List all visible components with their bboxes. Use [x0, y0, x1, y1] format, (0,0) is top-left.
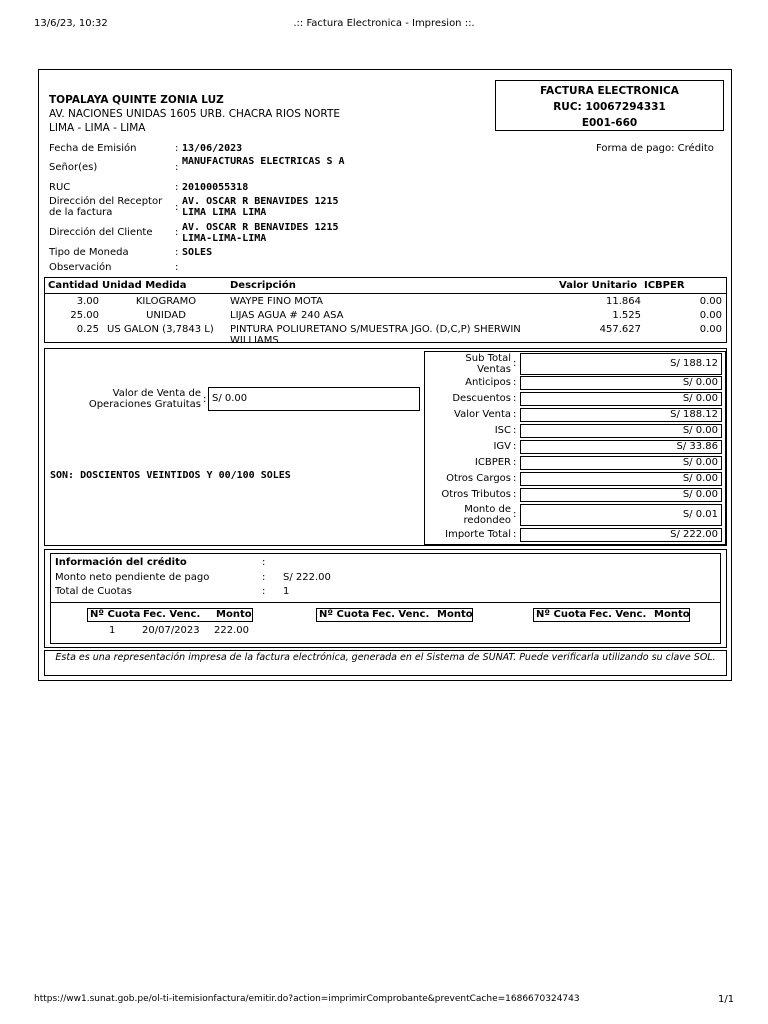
- print-page-number: 1/1: [718, 994, 735, 1005]
- row-unidad: KILOGRAMO: [135, 296, 197, 307]
- totals-label: ISC: [494, 425, 511, 436]
- dir-cliente-city: LIMA-LIMA-LIMA: [182, 233, 267, 244]
- gratuitas-value-box: [208, 387, 420, 411]
- cuota-col-monto: Monto: [216, 609, 252, 620]
- totals-colon: :: [513, 409, 517, 420]
- footer-note: Esta es una representación impresa de la factura electrónica, generada en el Sistema de SUNAT. Puede verificarla utilizando su clave SOL.: [55, 652, 716, 663]
- row-valor: 457.627: [599, 324, 641, 335]
- cuota-row-fecha: 20/07/2023: [142, 625, 200, 636]
- totals-colon: :: [513, 358, 517, 369]
- totals-colon: :: [513, 377, 517, 388]
- totals-label: Monto de: [464, 504, 511, 515]
- totals-row: [425, 353, 725, 375]
- credit-monto-value: S/ 222.00: [283, 572, 331, 583]
- totals-row: [425, 456, 725, 470]
- totals-label: Sub Total: [465, 353, 511, 364]
- credit-cuotas-colon: :: [262, 586, 266, 597]
- row-descripcion-2: WILLIAMS: [230, 335, 279, 346]
- totals-row: [425, 424, 725, 438]
- cuota-header-3: [533, 608, 690, 622]
- row-cantidad: 25.00: [70, 310, 99, 321]
- col-cantidad: Cantidad: [48, 280, 99, 291]
- moneda-value: SOLES: [182, 247, 213, 258]
- credit-monto-label: Monto neto pendiente de pago: [55, 572, 210, 583]
- totals-colon: :: [513, 425, 517, 436]
- credit-section: [44, 549, 727, 648]
- cuota-col-num: Nº Cuota: [90, 609, 141, 620]
- dir-cliente-label: Dirección del Cliente: [49, 227, 153, 238]
- totals-value-box: [520, 353, 722, 375]
- dir-receptor-label: Dirección del Receptor: [49, 196, 163, 207]
- row-descripcion: PINTURA POLIURETANO S/MUESTRA JGO. (D,C,P) SHERWIN: [230, 324, 521, 335]
- row-descripcion: LIJAS AGUA # 240 ASA: [230, 310, 344, 321]
- row-cantidad: 0.25: [76, 324, 99, 335]
- row-valor: 1.525: [612, 310, 641, 321]
- totals-row: [425, 408, 725, 422]
- cuota-col-num: Nº Cuota: [536, 609, 587, 620]
- moneda-label: Tipo de Moneda: [49, 247, 129, 258]
- dir-receptor-value: AV. OSCAR R BENAVIDES 1215: [182, 196, 339, 207]
- totals-colon: :: [513, 457, 517, 468]
- credit-title-colon: :: [262, 557, 266, 568]
- cuota-row-monto: 222.00: [214, 625, 249, 636]
- fecha-label: Fecha de Emisión: [49, 143, 137, 154]
- cuota-col-fecha: Fec. Venc.: [143, 609, 201, 620]
- credit-title: Información del crédito: [55, 557, 187, 568]
- senor-colon: :: [175, 162, 179, 173]
- col-unidad: Unidad Medida: [102, 280, 187, 291]
- totals-row: [425, 504, 725, 526]
- cuota-col-monto: Monto: [437, 609, 473, 620]
- dir-receptor-city: LIMA LIMA LIMA: [182, 207, 267, 218]
- fecha-value: 13/06/2023: [182, 143, 243, 154]
- totals-value: S/ 0.00: [682, 489, 718, 500]
- totals-value-box: [520, 424, 722, 438]
- totals-value-box: [520, 528, 722, 542]
- row-icbper: 0.00: [699, 310, 722, 321]
- totals-value: S/ 0.00: [682, 393, 718, 404]
- items-header-divider: [45, 293, 726, 294]
- totals-value: S/ 33.86: [676, 441, 718, 452]
- cuota-header-2: [316, 608, 473, 622]
- totals-label: Otros Tributos: [441, 489, 511, 500]
- totals-colon: :: [513, 509, 517, 520]
- totals-value: S/ 0.00: [682, 457, 718, 468]
- issuer-address: AV. NACIONES UNIDAS 1605 URB. CHACRA RIOS NORTE: [49, 108, 341, 120]
- totals-label: Otros Cargos: [446, 473, 511, 484]
- row-unidad: UNIDAD: [146, 310, 186, 321]
- moneda-colon: :: [175, 247, 179, 258]
- totals-label: Descuentos: [452, 393, 511, 404]
- doc-type-box: [495, 80, 724, 131]
- totals-value: S/ 188.12: [670, 358, 718, 369]
- cuota-row-num: 1: [109, 625, 116, 636]
- credit-divider: [51, 602, 720, 603]
- totals-label: Importe Total: [445, 529, 511, 540]
- totals-value: S/ 188.12: [670, 409, 718, 420]
- totals-label: Anticipos: [465, 377, 511, 388]
- ruc-label: RUC: [49, 182, 71, 193]
- dir-cliente-value: AV. OSCAR R BENAVIDES 1215: [182, 222, 339, 233]
- dir-receptor-label-2: de la factura: [49, 207, 113, 218]
- senor-value: MANUFACTURAS ELECTRICAS S A: [182, 156, 345, 167]
- cuota-col-monto: Monto: [654, 609, 690, 620]
- son-amount-words: SON: DOSCIENTOS VEINTIDOS Y 00/100 SOLES: [50, 470, 291, 481]
- print-datetime: 13/6/23, 10:32: [34, 18, 108, 29]
- totals-value-box: [520, 472, 722, 486]
- row-descripcion: WAYPE FINO MOTA: [230, 296, 323, 307]
- forma-pago: Forma de pago: Crédito: [596, 143, 714, 154]
- totals-value-box: [520, 408, 722, 422]
- print-title: .:: Factura Electronica - Impresion ::.: [293, 18, 475, 29]
- ruc-colon: :: [175, 182, 179, 193]
- issuer-city: LIMA - LIMA - LIMA: [49, 122, 146, 134]
- observacion-label: Observación: [49, 262, 112, 273]
- totals-value: S/ 0.00: [682, 473, 718, 484]
- totals-value-box: [520, 456, 722, 470]
- totals-label: Valor Venta: [454, 409, 511, 420]
- totals-colon: :: [513, 489, 517, 500]
- issuer-name: TOPALAYA QUINTE ZONIA LUZ: [49, 94, 224, 106]
- credit-monto-colon: :: [262, 572, 266, 583]
- cuota-col-num: Nº Cuota: [319, 609, 370, 620]
- totals-label-2: redondeo: [463, 515, 511, 526]
- totals-value: S/ 222.00: [670, 529, 718, 540]
- col-icbper: ICBPER: [644, 280, 685, 291]
- totals-label: ICBPER: [474, 457, 511, 468]
- doc-number: E001-660: [581, 117, 638, 129]
- dir-receptor-colon: :: [175, 202, 179, 213]
- totals-value: S/ 0.00: [682, 425, 718, 436]
- totals-row: [425, 528, 725, 542]
- totals-row: [425, 392, 725, 406]
- senor-label: Señor(es): [49, 162, 98, 173]
- cuota-col-fecha: Fec. Venc.: [372, 609, 430, 620]
- row-unidad: US GALON (3,7843 L): [107, 324, 214, 335]
- doc-ruc: RUC: 10067294331: [553, 101, 666, 113]
- col-valor-unitario: Valor Unitario: [559, 280, 638, 291]
- totals-value-box: [520, 504, 722, 526]
- cuota-col-fecha: Fec. Venc.: [589, 609, 647, 620]
- row-icbper: 0.00: [699, 296, 722, 307]
- credit-cuotas-label: Total de Cuotas: [55, 586, 132, 597]
- col-descripcion: Descripción: [230, 280, 296, 291]
- totals-row: [425, 472, 725, 486]
- totals-value-box: [520, 376, 722, 390]
- totals-row: [425, 440, 725, 454]
- fecha-colon: :: [175, 143, 179, 154]
- row-valor: 11.864: [606, 296, 641, 307]
- invoice-frame: [38, 69, 732, 681]
- totals-colon: :: [513, 441, 517, 452]
- totals-label-2: Ventas: [477, 364, 511, 375]
- credit-inner: [50, 553, 721, 644]
- totals-row: [425, 376, 725, 390]
- footer-note-box: [44, 650, 727, 676]
- totals-value-box: [520, 488, 722, 502]
- gratuitas-value: S/ 0.00: [212, 393, 248, 404]
- row-icbper: 0.00: [699, 324, 722, 335]
- totals-value-box: [520, 392, 722, 406]
- totals-box: [424, 351, 726, 545]
- totals-colon: :: [513, 393, 517, 404]
- print-url: https://ww1.sunat.gob.pe/ol-ti-itemisionfactura/emitir.do?action=imprimirComprobante&preventCache=1686670324743: [34, 994, 580, 1004]
- gratuitas-colon: :: [203, 394, 207, 405]
- totals-label: IGV: [493, 441, 511, 452]
- cuota-header-1: [87, 608, 253, 622]
- dir-cliente-colon: :: [175, 227, 179, 238]
- row-cantidad: 3.00: [76, 296, 99, 307]
- totals-value: S/ 0.00: [682, 377, 718, 388]
- gratuitas-label: Valor de Venta de: [112, 388, 201, 399]
- totals-value: S/ 0.01: [682, 509, 718, 520]
- gratuitas-label-2: Operaciones Gratuitas: [88, 399, 201, 410]
- totals-colon: :: [513, 529, 517, 540]
- doc-type: FACTURA ELECTRONICA: [540, 85, 679, 97]
- summary-section: [44, 348, 727, 546]
- items-table: [44, 277, 727, 346]
- totals-colon: :: [513, 473, 517, 484]
- ruc-value: 20100055318: [182, 182, 249, 193]
- totals-value-box: [520, 440, 722, 454]
- observacion-colon: :: [175, 262, 179, 273]
- credit-cuotas-value: 1: [283, 586, 290, 597]
- totals-row: [425, 488, 725, 502]
